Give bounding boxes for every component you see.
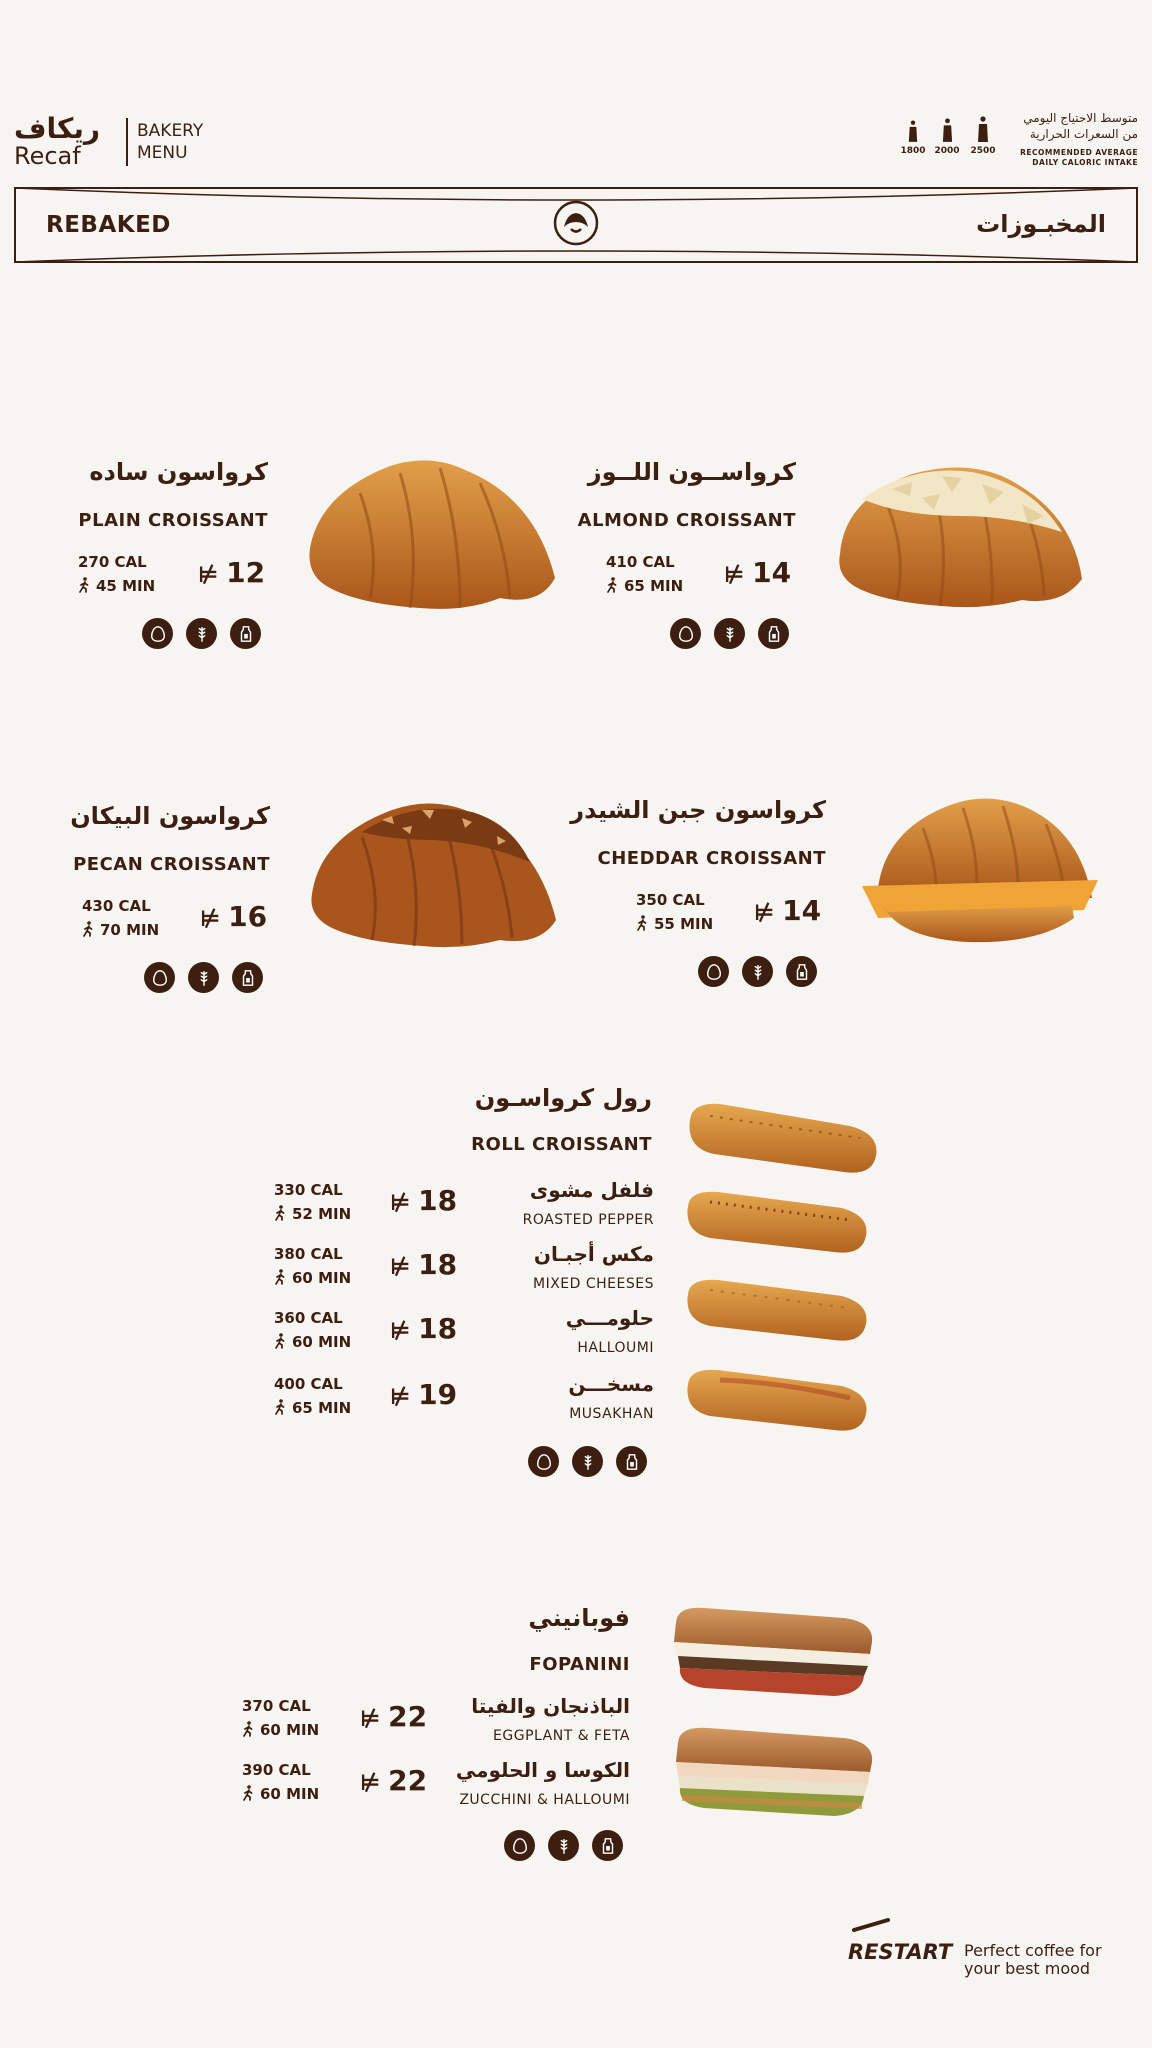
riyal-icon: ⊭ [390,1385,411,1410]
wheat-icon [188,962,219,993]
product-calories: 270 CAL 45 MIN [78,553,156,595]
milk-icon [592,1830,623,1861]
banner-title-english: REBAKED [46,212,171,238]
roll-calories: 360 CAL 60 MIN [274,1309,352,1351]
roll-price: ⊭ 18 [390,1184,458,1217]
wheat-icon [186,618,217,649]
fopanini-calories: 390 CAL 60 MIN [242,1761,320,1803]
wheat-icon [714,618,745,649]
roll-image-halloumi [687,1280,866,1341]
walking-person-icon [82,921,94,937]
roll-price: ⊭ 18 [390,1248,458,1281]
walking-person-icon [274,1269,286,1285]
fopanini-item-english: ZUCCHINI & HALLOUMI [459,1792,630,1808]
riyal-icon: ⊭ [360,1707,381,1732]
almond-croissant-image [832,454,1088,612]
roll-item-arabic: حلومـــي [565,1306,654,1330]
fopanini-item-english: EGGPLANT & FETA [493,1728,630,1744]
product-price: ⊭ 16 [200,900,268,933]
roll-calories: 330 CAL 52 MIN [274,1181,352,1223]
footer-slogan [964,1942,1102,1978]
milk-icon [232,962,263,993]
product-name-english: PECAN CROISSANT [73,854,270,875]
roll-item-english: MIXED CHEESES [533,1276,654,1292]
egg-icon [142,618,173,649]
walking-person-icon [274,1205,286,1221]
riyal-icon: ⊭ [754,901,775,926]
roll-image-roasted-pepper [690,1104,877,1173]
product-calories: 410 CAL 65 MIN [606,553,684,595]
banner-title-arabic: المخبـوزات [976,210,1106,238]
walking-person-icon [636,915,648,931]
milk-icon [230,618,261,649]
roll-price: ⊭ 19 [390,1378,458,1411]
product-name-arabic: كرواســون اللــوز [587,458,796,486]
caloric-intake-legend [898,110,1138,170]
caloric-intake-arabic: متوسط الاحتياج اليومي من السعرات الحرارية [1023,111,1138,141]
roll-image-mixed-cheeses [687,1192,866,1253]
product-name-arabic: كرواسون البيكان [70,802,270,830]
riyal-icon: ⊭ [724,563,745,588]
wheat-icon [742,956,773,987]
caloric-intake-english: RECOMMENDED AVERAGE DAILY CALORIC INTAKE [1020,148,1138,167]
logo-subtitle [137,120,203,164]
calorie-figure-1800: 1800 [898,120,928,156]
product-price: ⊭ 14 [754,894,822,927]
allergen-icons [142,618,261,649]
roll-title-english: ROLL CROISSANT [471,1134,652,1155]
riyal-icon: ⊭ [200,907,221,932]
roll-item-english: ROASTED PEPPER [522,1212,654,1228]
walking-person-icon [274,1333,286,1349]
footer-brand: RESTART [848,1940,953,1964]
riyal-icon: ⊭ [390,1255,411,1280]
product-name-english: PLAIN CROISSANT [78,510,268,531]
roll-calories: 380 CAL 60 MIN [274,1245,352,1287]
restart-logo-mark [852,1918,890,1932]
walking-person-icon [274,1399,286,1415]
product-price: ⊭ 12 [198,556,266,589]
milk-icon [758,618,789,649]
logo-arabic: ريكاف [14,112,100,145]
allergen-icons [528,1446,647,1477]
footer-slogan-line-2: your best mood [964,1959,1091,1978]
egg-icon [504,1830,535,1861]
egg-icon [144,962,175,993]
allergen-icons [698,956,817,987]
product-name-english: CHEDDAR CROISSANT [597,848,826,869]
fopanini-calories: 370 CAL 60 MIN [242,1697,320,1739]
person-icon [977,116,989,142]
allergen-icons [670,618,789,649]
egg-icon [670,618,701,649]
milk-icon [786,956,817,987]
roll-calories: 400 CAL 65 MIN [274,1375,352,1417]
allergen-icons [504,1830,623,1861]
fopanini-item-arabic: الباذنجان والفيتا [471,1694,630,1718]
fopanini-title-english: FOPANINI [529,1654,630,1675]
roll-croissant-images [680,1098,886,1458]
fopanini-price: ⊭ 22 [360,1764,428,1797]
walking-person-icon [242,1721,254,1737]
fopanini-image-zucchini-halloumi [676,1728,872,1816]
fopanini-price: ⊭ 22 [360,1700,428,1733]
egg-icon [698,956,729,987]
egg-icon [528,1446,559,1477]
walking-person-icon [606,577,618,593]
product-name-arabic: كرواسون ساده [89,458,268,486]
fopanini-title-arabic: فوبانيني [528,1604,630,1632]
logo-subtitle-line-2: MENU [137,143,188,163]
logo-english: Recaf [14,142,81,170]
roll-image-musakhan [687,1370,866,1431]
product-calories: 350 CAL 55 MIN [636,891,714,933]
product-price: ⊭ 14 [724,556,792,589]
logo-subtitle-line-1: BAKERY [137,121,204,141]
product-calories: 430 CAL 70 MIN [82,897,160,939]
milk-icon [616,1446,647,1477]
roll-item-english: HALLOUMI [577,1340,654,1356]
croissant-icon [553,200,599,246]
riyal-icon: ⊭ [198,563,219,588]
roll-item-arabic: فلفل مشوى [529,1178,654,1202]
person-icon [942,118,953,142]
allergen-icons [144,962,263,993]
roll-item-arabic: مكس أجبـان [533,1242,654,1266]
product-name-arabic: كرواسون جبن الشيدر [570,796,826,824]
roll-item-arabic: مسخـــن [568,1372,654,1396]
calorie-figure-2000: 2000 [932,120,962,156]
riyal-icon: ⊭ [390,1319,411,1344]
logo-divider [126,118,128,166]
footer-slogan-line-1: Perfect coffee for [964,1941,1102,1960]
walking-person-icon [242,1785,254,1801]
cheddar-croissant-image [858,788,1106,950]
riyal-icon: ⊭ [390,1191,411,1216]
fopanini-images [664,1602,884,1842]
roll-item-english: MUSAKHAN [569,1406,654,1422]
roll-title-arabic: رول كرواسـون [474,1084,652,1112]
walking-person-icon [78,577,90,593]
calorie-figure-2500: 2500 [968,120,998,156]
wheat-icon [548,1830,579,1861]
pecan-croissant-image [302,792,564,952]
person-icon [908,120,918,142]
roll-price: ⊭ 18 [390,1312,458,1345]
plain-croissant-image [300,448,562,614]
product-name-english: ALMOND CROISSANT [577,510,796,531]
riyal-icon: ⊭ [360,1771,381,1796]
fopanini-item-arabic: الكوسا و الحلومي [455,1758,630,1782]
fopanini-image-eggplant-feta [674,1608,872,1696]
wheat-icon [572,1446,603,1477]
